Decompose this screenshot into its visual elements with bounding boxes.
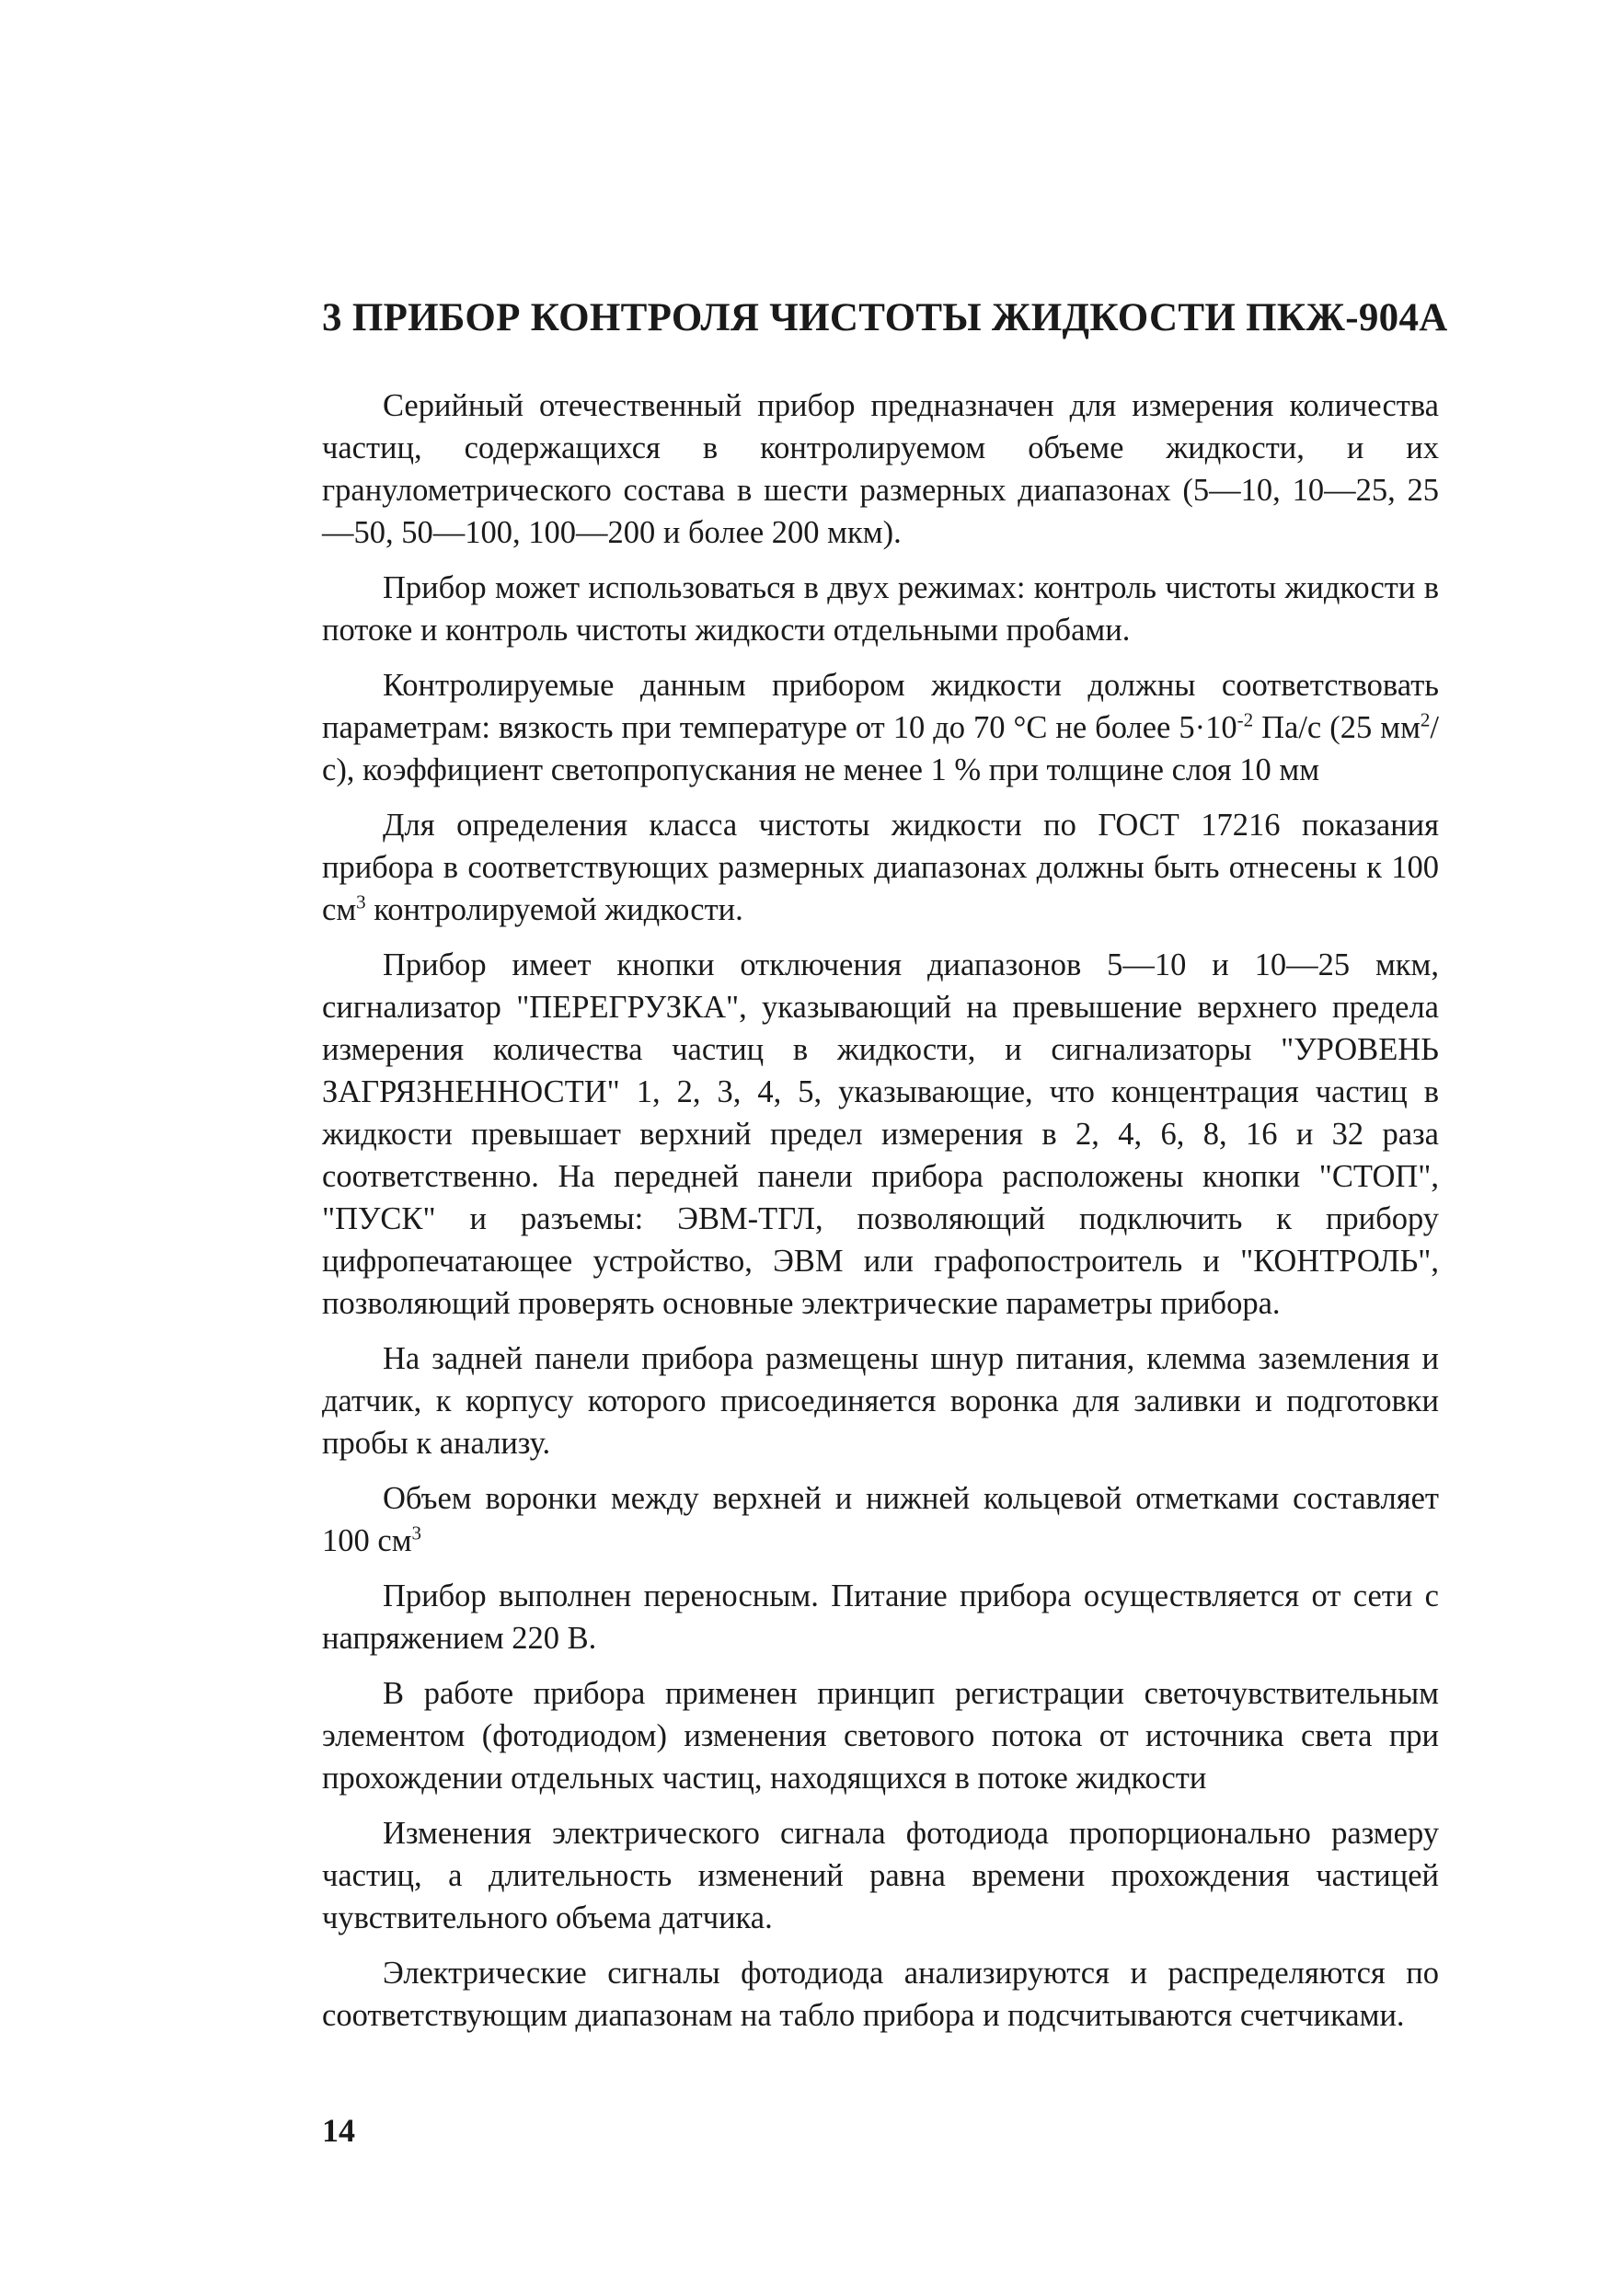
paragraph-purity-class: [322, 804, 1439, 931]
text-span: контролируемой жидкости.: [365, 892, 743, 927]
text-span: Па/с (25 мм: [1253, 710, 1421, 745]
superscript: 2: [1420, 708, 1431, 731]
body-text: [322, 385, 1439, 2049]
paragraph-controls: Прибор имеет кнопки отключения диапазонов 5—10 и 10—25 мкм, сигнализатор "ПЕРЕГРУЗКА", указывающий на превышение верхнего предела измерения количества частиц в жидкости, и сигнализаторы "УРОВЕНЬ ЗАГРЯЗНЕННОСТИ" 1, 2, 3, 4, 5, указывающие, что концентрация частиц в жидкости превышает верхний предел измерения в 2, 4, 6, 8, 16 и 32 раза соответственно. На передней панели прибора расположены кнопки "СТОП", "ПУСК" и разъемы: ЭВМ-ТГЛ, позволяющий подключить к прибору цифропечатающее устройство, ЭВМ или графопостроитель и "КОНТРОЛЬ", позволяющий проверять основные электрические параметры прибора.: [322, 947, 1439, 1321]
paragraph-rear-panel: На задней панели прибора размещены шнур питания, клемма заземления и датчик, к корпусу которого присоединяется воронка для заливки и подготовки пробы к анализу.: [322, 1341, 1439, 1461]
superscript: -2: [1237, 708, 1254, 731]
paragraph-funnel-volume: [322, 1477, 1439, 1562]
paragraph-counters: Электрические сигналы фотодиода анализируются и распределяются по соответствующим диапазонам на табло прибора и подсчитываются счетчиками.: [322, 1956, 1439, 2033]
text-span: Объем воронки между верхней и нижней кольцевой отметками составляет 100 см: [322, 1481, 1439, 1558]
section-title: 3 ПРИБОР КОНТРОЛЯ ЧИСТОТЫ ЖИДКОСТИ ПКЖ-904А: [322, 296, 1448, 339]
paragraph-signal: Изменения электрического сигнала фотодиода пропорционально размеру частиц, а длительность изменений равна времени прохождения частицей чувствительного объема датчика.: [322, 1816, 1439, 1935]
text-span: Для определения класса чистоты жидкости по ГОСТ 17216 показания прибора в соответствующих размерных диапазонах должны быть отнесены к 100 см: [322, 808, 1439, 927]
paragraph-purpose: Серийный отечественный прибор предназначен для измерения количества частиц, содержащихся в контролируемом объеме жидкости, и их гранулометрического состава в шести размерных диапазонах (5—10, 10—25, 25—50, 50—100, 100—200 и более 200 мкм).: [322, 388, 1439, 550]
text-span: Контролируемые данным прибором жидкости должны соответствовать параметрам: вязкость при температуре от 10 до 70 °С не более 5·10: [322, 668, 1439, 745]
superscript: 3: [411, 1521, 422, 1544]
paragraph-modes: Прибор может использоваться в двух режимах: контроль чистоты жидкости в потоке и контроль чистоты жидкости отдельными пробами.: [322, 570, 1439, 648]
page-number: 14: [322, 2112, 355, 2149]
paragraph-power: Прибор выполнен переносным. Питание прибора осуществляется от сети с напряжением 220 В.: [322, 1578, 1439, 1656]
paragraph-principle: В работе прибора применен принцип регистрации светочувствительным элементом (фотодиодом) изменения светового потока от источника света при прохождении отдельных частиц, находящихся в потоке жидкости: [322, 1676, 1439, 1796]
paragraph-liquid-parameters: [322, 664, 1439, 791]
superscript: 3: [356, 890, 366, 913]
text-span: /с), коэффициент светопропускания не менее 1 % при толщине слоя 10 мм: [322, 710, 1439, 787]
